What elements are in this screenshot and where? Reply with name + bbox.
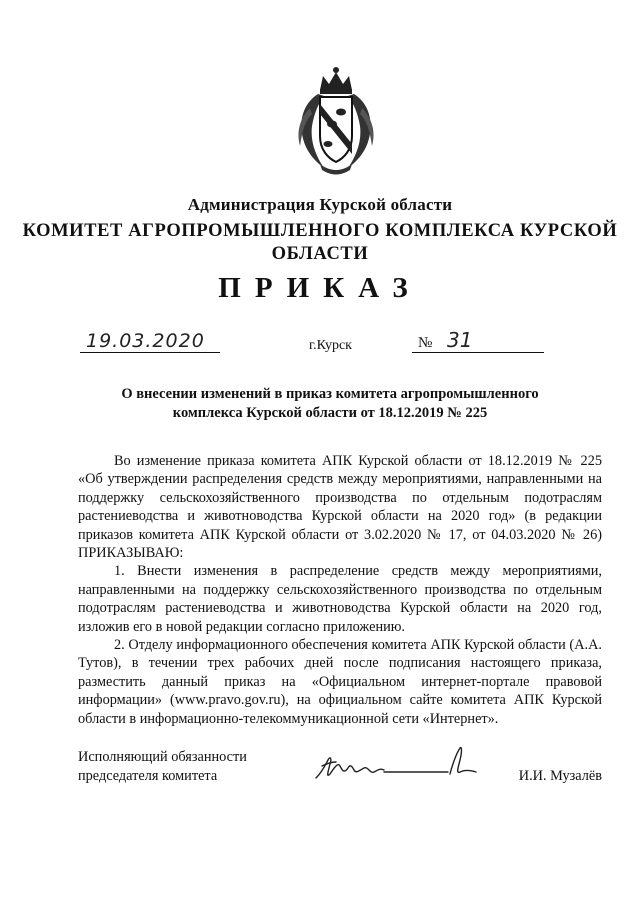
document-body: [78, 452, 602, 728]
handwritten-signature: [310, 744, 490, 788]
document-number: 31: [447, 328, 473, 352]
date-number-row: [0, 330, 640, 358]
city: г.Курск: [309, 338, 352, 353]
committee-name: КОМИТЕТ АГРОПРОМЫШЛЕННОГО КОМПЛЕКСА КУРСКОЙ ОБЛАСТИ: [22, 221, 618, 264]
document-title: ПРИКАЗ: [218, 272, 422, 304]
document-subject: О внесении изменений в приказ комитета агропромышленного комплекса Курской области от 18.12.2019 № 225: [121, 386, 539, 421]
signatory-name: И.И. Музалёв: [518, 768, 602, 784]
signatory-position-line2: председателя комитета: [78, 768, 218, 784]
body-item-1: 1. Внести изменения в распределение средств между мероприятиями, направленными на поддержку сельскохозяйственного производства по отдельным подотраслям растениеводства и животноводства Курской области на 2020 год, изложив его в новой редакции согласно приложению.: [78, 563, 602, 635]
body-intro: Во изменение приказа комитета АПК Курской области от 18.12.2019 № 225 «Об утверждении распределения средств между мероприятиями, направленными на поддержку сельскохозяйственного производства по отдельным подотраслям растениеводства и животноводства Курской области на 2020 год» (в редакции приказов комитета АПК Курской области от 3.02.2020 № 17, от 04.03.2020 № 26) ПРИКАЗЫВАЮ:: [78, 453, 602, 562]
signature-block: [78, 748, 602, 798]
signatory-position: [78, 748, 247, 786]
number-label: №: [418, 335, 433, 351]
signatory-position-line1: Исполняющий обязанности: [78, 749, 247, 765]
date-underline: [80, 352, 220, 353]
body-item-2: 2. Отделу информационного обеспечения комитета АПК Курской области (А.А. Тутов), в течении трех рабочих дней после подписания настоящего приказа, разместить данный приказ на «Официальном интернет-портале правовой информации» (www.pravo.gov.ru), на официальном сайте комитета АПК Курской области в информационно-телекоммуникационной сети «Интернет».: [78, 637, 602, 727]
number-underline: [412, 352, 544, 353]
administration-name: Администрация Курской области: [187, 195, 453, 214]
document-date: 19.03.2020: [86, 330, 205, 352]
coat-of-arms-icon: [290, 64, 382, 176]
